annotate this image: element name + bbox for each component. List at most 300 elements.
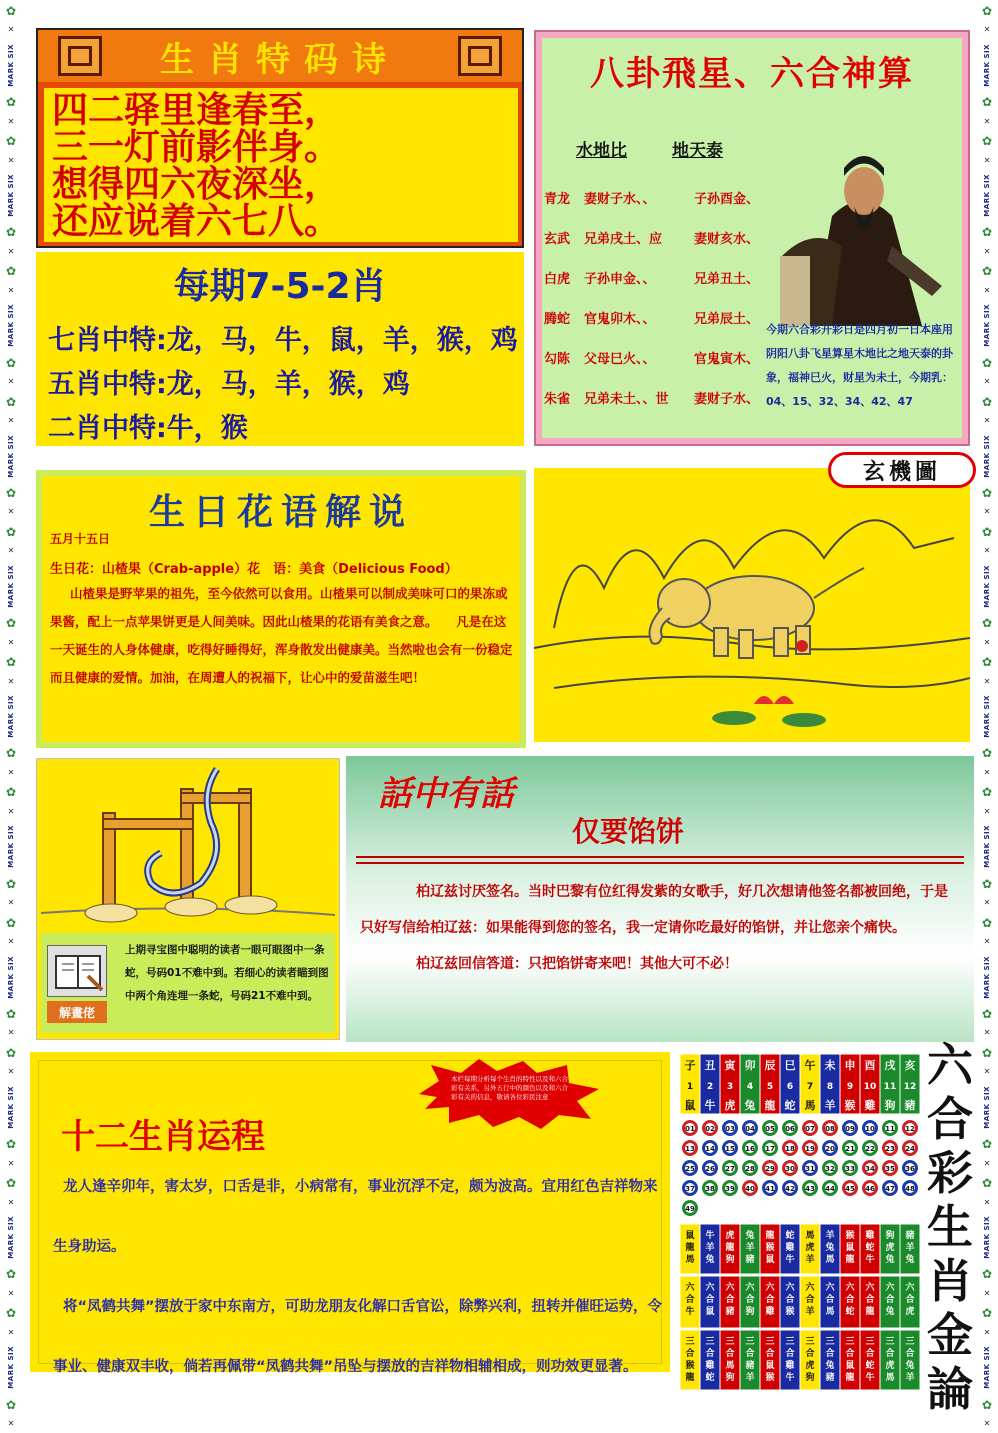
grid-animal: 虎 (724, 1099, 736, 1112)
fortune-paragraph: 将“凤鹤共舞”摆放于家中东南方，可助龙朋友化解口舌官讼，除弊兴利，扭转并催旺运势，令事业、健康双丰收，倘若再佩带“凤鹤共舞”吊坠与摆放的吉祥物相辅相成，则功效更显著。 (53, 1299, 663, 1375)
mark-six-label: MARK SIX (982, 434, 991, 478)
grid-animal: 狗 (884, 1099, 896, 1112)
number-ball-label: 09 (845, 1125, 855, 1133)
birthday-flower-panel (36, 470, 526, 748)
cross-icon: ✕ (7, 155, 15, 165)
grid-three-harmony: 龍 (845, 1373, 855, 1383)
grid-three-harmony: 蛇 (705, 1373, 715, 1383)
grid-three-harmony: 猴 (685, 1361, 695, 1371)
grid-branch: 酉 (864, 1059, 876, 1072)
grid-number: 10 (863, 1082, 877, 1092)
grid-animal: 蛇 (784, 1099, 796, 1112)
flower-icon: ✿ (981, 616, 993, 631)
grid-relation: 鼠 (685, 1231, 695, 1241)
bagua-row: 腾蛇 官鬼卯木、、 兄弟辰土、 (544, 312, 760, 327)
grid-three-harmony: 兔 (825, 1361, 835, 1371)
grid-branch: 午 (804, 1059, 816, 1072)
fortune-body (53, 1157, 663, 1397)
hexagram-right: 地天泰 (672, 141, 723, 161)
grid-six-harmony: 六 (805, 1283, 815, 1293)
cross-icon: ✕ (983, 1288, 991, 1298)
snake-puzzle-panel (36, 758, 340, 1040)
grid-three-harmony: 合 (785, 1349, 795, 1359)
grid-six-harmony: 六 (705, 1283, 715, 1293)
grid-relation: 兔 (905, 1255, 915, 1265)
book-icon (47, 945, 107, 997)
grid-six-harmony: 六 (825, 1283, 835, 1293)
grid-six-harmony: 六 (685, 1283, 695, 1293)
number-ball-label: 11 (885, 1125, 895, 1133)
picks-title: 每期7-5-2肖 (173, 266, 387, 307)
flower-icon: ✿ (981, 1176, 993, 1191)
grid-animal: 鼠 (684, 1099, 696, 1112)
cross-icon: ✕ (983, 546, 991, 556)
flower-icon: ✿ (5, 1176, 17, 1191)
number-ball-label: 27 (725, 1165, 735, 1173)
cross-icon: ✕ (7, 767, 15, 777)
number-ball-label: 35 (885, 1165, 895, 1173)
flower-description: 山楂果是野苹果的祖先，至今依然可以食用。山楂果可以制成美味可口的果冻或果酱，配上一点苹果饼更是人间美味。因此山楂果的花语有美食之意。 凡是在这一天诞生的人身体健康，吃得好睡得好，浑身散发出健康美。当然啦也会有一份稳定而且健康的爱情。加油，在周遭人的祝福下，让心中的爱苗滋生吧！ (50, 586, 513, 685)
number-ball-label: 16 (745, 1145, 755, 1153)
flower-icon: ✿ (981, 1397, 993, 1412)
mark-six-label: MARK SIX (982, 43, 991, 87)
grid-relation: 龍 (845, 1255, 855, 1265)
grid-relation: 虎 (885, 1243, 895, 1253)
number-ball-label: 49 (685, 1205, 695, 1213)
grid-relation: 雞 (785, 1243, 795, 1253)
cross-icon: ✕ (7, 1419, 15, 1429)
flower-icon: ✿ (5, 264, 17, 279)
grid-three-harmony: 合 (845, 1349, 855, 1359)
grid-three-harmony: 合 (805, 1349, 815, 1359)
zodiac-fortune-panel (30, 1052, 670, 1375)
grid-number: 5 (766, 1082, 774, 1092)
grid-relation: 牛 (865, 1255, 875, 1265)
grid-six-harmony: 合 (805, 1295, 815, 1305)
number-ball-label: 02 (705, 1125, 715, 1133)
grid-branch: 巳 (784, 1059, 796, 1072)
grid-relation: 牛 (785, 1255, 795, 1265)
flower-icon: ✿ (981, 394, 993, 409)
flower-date: 五月十五日 (50, 532, 111, 546)
mark-six-label: MARK SIX (982, 1346, 991, 1390)
grid-relation: 龍 (685, 1243, 695, 1253)
bagua-inner (542, 38, 962, 438)
flower-icon: ✿ (5, 485, 17, 500)
grid-six-harmony: 牛 (685, 1307, 695, 1317)
flower-icon: ✿ (981, 876, 993, 891)
grid-six-harmony: 龍 (865, 1307, 875, 1317)
right-decorative-strip (976, 0, 998, 1433)
flower-icon: ✿ (5, 1397, 17, 1412)
grid-animal: 豬 (904, 1099, 916, 1112)
grid-relation: 狗 (885, 1231, 895, 1241)
grid-relation: 龍 (765, 1231, 775, 1241)
bagua-row: 青龙 妻财子水、、 子孙酉金、 (544, 192, 760, 207)
grid-three-harmony: 三 (885, 1337, 895, 1347)
number-ball-label: 05 (765, 1125, 775, 1133)
grid-three-harmony: 牛 (785, 1373, 795, 1383)
number-ball-label: 44 (825, 1185, 835, 1193)
flower-icon: ✿ (981, 746, 993, 761)
grid-three-harmony: 三 (905, 1337, 915, 1347)
mark-six-label: MARK SIX (982, 1085, 991, 1129)
grid-number: 4 (746, 1082, 754, 1092)
hexagram-left: 水地比 (576, 141, 627, 161)
flower-inner (42, 476, 520, 742)
grid-three-harmony: 三 (705, 1337, 715, 1347)
flower-icon: ✿ (5, 1045, 17, 1060)
grid-six-harmony: 六 (845, 1283, 855, 1293)
cross-icon: ✕ (983, 937, 991, 947)
poem-header (38, 30, 522, 82)
number-ball-label: 28 (745, 1165, 755, 1173)
flower-icon: ✿ (5, 655, 17, 670)
grid-relation: 兔 (705, 1255, 715, 1265)
number-ball-label: 41 (765, 1185, 775, 1193)
bagua-row: 白虎 子孙申金、、 兄弟丑土、 (544, 272, 760, 287)
grid-number: 6 (786, 1082, 794, 1092)
grid-three-harmony: 三 (865, 1337, 875, 1347)
cross-icon: ✕ (7, 116, 15, 126)
flower-icon: ✿ (981, 264, 993, 279)
grid-six-harmony: 合 (825, 1295, 835, 1305)
cross-icon: ✕ (983, 1419, 991, 1429)
grid-number: 1 (686, 1082, 694, 1092)
cross-icon: ✕ (983, 1197, 991, 1207)
grid-animal: 雞 (864, 1099, 876, 1112)
flower-title: 生日花语解说 (148, 491, 413, 533)
bagua-row: 勾陈 父母巳火、、 官鬼寅木、 (544, 352, 760, 367)
grid-three-harmony: 合 (865, 1349, 875, 1359)
cross-icon: ✕ (7, 806, 15, 816)
grid-relation: 羊 (905, 1243, 915, 1253)
grid-relation: 蛇 (785, 1231, 795, 1241)
zodiac-number-grid (680, 1054, 920, 1394)
cross-icon: ✕ (7, 898, 15, 908)
mark-six-label: MARK SIX (6, 43, 15, 87)
cross-icon: ✕ (7, 1158, 15, 1168)
zodiac-picks-panel (36, 252, 524, 446)
flower-icon: ✿ (5, 524, 17, 539)
number-ball-label: 07 (805, 1125, 815, 1133)
cross-icon: ✕ (7, 1288, 15, 1298)
number-ball-label: 32 (825, 1165, 835, 1173)
grid-three-harmony: 豬 (745, 1361, 755, 1371)
snake-note-box (41, 933, 335, 1033)
mark-six-label: MARK SIX (982, 1216, 991, 1259)
cross-icon: ✕ (983, 285, 991, 295)
grid-relation: 狗 (725, 1255, 735, 1265)
number-ball-label: 22 (865, 1145, 875, 1153)
fortune-title: 十二生肖运程 (61, 1117, 265, 1157)
pick-line-five: 五肖中特:龙，马，羊，猴，鸡 (48, 369, 410, 400)
grid-three-harmony: 合 (685, 1349, 695, 1359)
number-ball-label: 17 (765, 1145, 775, 1153)
grid-six-harmony: 合 (885, 1295, 895, 1305)
grid-six-harmony: 狗 (745, 1307, 755, 1317)
number-ball-label: 43 (805, 1185, 815, 1193)
grid-six-harmony: 馬 (825, 1307, 835, 1317)
grid-number: 12 (903, 1082, 917, 1092)
grid-title: 六合彩生肖金論 (927, 1038, 973, 1416)
flower-icon: ✿ (981, 915, 993, 930)
grid-branch: 丑 (704, 1059, 716, 1072)
grid-six-harmony: 合 (685, 1295, 695, 1305)
grid-three-harmony: 虎 (805, 1361, 815, 1371)
mark-six-label: MARK SIX (6, 434, 15, 478)
flower-icon: ✿ (5, 876, 17, 891)
grid-three-harmony: 三 (745, 1337, 755, 1347)
poem-body (44, 88, 518, 242)
mark-six-label: MARK SIX (982, 695, 991, 738)
grid-six-harmony: 合 (905, 1295, 915, 1305)
flower-icon: ✿ (981, 485, 993, 500)
grid-three-harmony: 兔 (905, 1361, 915, 1371)
number-ball-label: 21 (845, 1145, 855, 1153)
number-ball-label: 40 (745, 1185, 755, 1193)
snake-note-text: 上期寻宝图中聪明的读者一眼可眼图中一条蛇，号码01不难中到。若细心的读者瞄到图中两个角连埋一条蛇，号码21不难中到。 (125, 944, 329, 1002)
grid-relation: 馬 (825, 1255, 835, 1265)
grid-three-harmony: 三 (725, 1337, 735, 1347)
grid-six-harmony: 合 (725, 1295, 735, 1305)
cross-icon: ✕ (7, 1327, 15, 1337)
number-ball-label: 24 (905, 1145, 915, 1153)
cross-icon: ✕ (7, 507, 15, 517)
mark-six-label: MARK SIX (6, 1216, 15, 1259)
grid-six-harmony: 合 (765, 1295, 775, 1305)
grid-relation: 虎 (725, 1231, 735, 1241)
grid-animal: 羊 (824, 1099, 836, 1112)
poem-line: 想得四六夜深坐， (52, 163, 341, 205)
grid-six-harmony: 六 (865, 1283, 875, 1293)
grid-six-harmony: 六 (905, 1283, 915, 1293)
divider (356, 856, 964, 858)
grid-three-harmony: 合 (885, 1349, 895, 1359)
grid-relation: 兔 (825, 1243, 835, 1253)
grid-three-harmony: 猴 (765, 1373, 775, 1383)
flower-icon: ✿ (981, 1137, 993, 1152)
frame-icon (458, 36, 502, 76)
grid-three-harmony: 虎 (885, 1361, 895, 1371)
number-ball-label: 26 (705, 1165, 715, 1173)
grid-six-harmony: 羊 (805, 1307, 815, 1317)
grid-six-harmony: 六 (765, 1283, 775, 1293)
grid-six-harmony: 六 (725, 1283, 735, 1293)
cross-icon: ✕ (7, 377, 15, 387)
flower-icon: ✿ (981, 355, 993, 370)
left-decorative-strip (0, 0, 22, 1433)
grid-three-harmony: 牛 (865, 1373, 875, 1383)
fortune-star-text: 本栏每期分析每个生肖的特性以及和六合彩有关系，另外五行中的颜色以及和六合彩有关的信息，敬请各位彩民注意 (451, 1075, 568, 1101)
grid-six-harmony: 兔 (885, 1307, 895, 1317)
grid-number: 3 (726, 1082, 734, 1092)
number-ball-label: 18 (785, 1145, 795, 1153)
grid-three-harmony: 三 (785, 1337, 795, 1347)
poem-line: 四二驿里逢春至， (52, 89, 341, 131)
mark-six-label: MARK SIX (982, 304, 991, 347)
bagua-rows (544, 188, 764, 428)
flower-icon: ✿ (5, 3, 17, 18)
grid-relation: 馬 (685, 1255, 695, 1265)
pick-line-seven: 七肖中特:龙，马，牛，鼠，羊，猴，鸡 (48, 325, 518, 356)
grid-relation: 牛 (705, 1231, 715, 1241)
grid-number: 2 (706, 1082, 714, 1092)
cross-icon: ✕ (983, 1028, 991, 1038)
fortune-starburst (419, 1059, 599, 1129)
number-ball-label: 03 (725, 1125, 735, 1133)
poem-panel (36, 28, 524, 248)
grid-number: 11 (883, 1082, 897, 1092)
number-ball-label: 15 (725, 1145, 735, 1153)
story-paragraph: 柏辽兹讨厌签名。当时巴黎有位红得发紫的女歌手，好几次想请他签名都被回绝，于是只好写信给柏辽兹：如果能得到您的签名，我一定请你吃最好的馅饼，并让您亲个痛快。 (360, 884, 948, 936)
story-kicker: 話中有話 (378, 774, 514, 814)
cross-icon: ✕ (983, 246, 991, 256)
flower-icon: ✿ (5, 225, 17, 240)
flower-icon: ✿ (981, 1006, 993, 1021)
grid-relation: 鼠 (765, 1255, 775, 1265)
grid-branch: 戌 (884, 1059, 896, 1072)
flower-icon: ✿ (981, 524, 993, 539)
bagua-row: 朱雀 兄弟未土、、世 妻财子水、 (544, 392, 760, 407)
number-ball-label: 45 (845, 1185, 855, 1193)
grid-relation: 鼠 (845, 1243, 855, 1253)
mark-six-label: MARK SIX (6, 304, 15, 347)
grid-six-harmony: 合 (785, 1295, 795, 1305)
cross-icon: ✕ (7, 1028, 15, 1038)
cross-icon: ✕ (983, 377, 991, 387)
number-ball-label: 37 (685, 1185, 695, 1193)
cross-icon: ✕ (983, 155, 991, 165)
cross-icon: ✕ (983, 806, 991, 816)
cross-icon: ✕ (983, 416, 991, 426)
number-ball-label: 10 (865, 1125, 875, 1133)
number-ball-label: 33 (845, 1165, 855, 1173)
grid-relation: 羊 (825, 1231, 835, 1241)
grid-three-harmony: 豬 (825, 1373, 835, 1383)
grid-three-harmony: 合 (825, 1349, 835, 1359)
cross-icon: ✕ (983, 116, 991, 126)
number-ball-label: 29 (765, 1165, 775, 1173)
number-ball-label: 42 (785, 1185, 795, 1193)
elephant-illustration (534, 468, 970, 742)
grid-three-harmony: 三 (845, 1337, 855, 1347)
grid-six-harmony: 合 (705, 1295, 715, 1305)
grid-relation: 龍 (725, 1243, 735, 1253)
bagua-title: 八卦飛星、六合神算 (590, 54, 914, 94)
cross-icon: ✕ (983, 1327, 991, 1337)
story-title: 仅要馅饼 (572, 815, 685, 848)
frame-icon (58, 36, 102, 76)
number-ball-label: 38 (705, 1185, 715, 1193)
flower-icon: ✿ (5, 915, 17, 930)
number-ball-label: 08 (825, 1125, 835, 1133)
mark-six-label: MARK SIX (6, 695, 15, 738)
number-ball-label: 39 (725, 1185, 735, 1193)
grid-three-harmony: 三 (825, 1337, 835, 1347)
number-ball-label: 06 (785, 1125, 795, 1133)
grid-number: 9 (846, 1082, 854, 1092)
flower-icon: ✿ (5, 1006, 17, 1021)
cross-icon: ✕ (983, 25, 991, 35)
grid-animal: 猴 (844, 1099, 856, 1112)
grid-relation: 兔 (885, 1255, 895, 1265)
grid-number: 8 (826, 1082, 834, 1092)
grid-six-harmony: 合 (745, 1295, 755, 1305)
number-ball-label: 01 (685, 1125, 695, 1133)
grid-relation: 猴 (765, 1243, 775, 1253)
poem-title: 生肖特码诗 (160, 39, 400, 80)
mark-six-label: MARK SIX (982, 564, 991, 608)
grid-branch: 辰 (764, 1059, 776, 1072)
bagua-row: 玄武 兄弟戌土、应 妻财亥水、 (544, 232, 760, 247)
mark-six-label: MARK SIX (6, 1346, 15, 1390)
number-ball-label: 36 (905, 1165, 915, 1173)
grid-three-harmony: 狗 (805, 1373, 815, 1383)
number-ball-label: 25 (685, 1165, 695, 1173)
grid-three-harmony: 雞 (705, 1361, 715, 1371)
poem-line: 还应说着六七八。 (52, 200, 341, 242)
flower-icon: ✿ (981, 1045, 993, 1060)
grid-animal: 兔 (744, 1099, 756, 1112)
decoder-label: 解畫佬 (47, 1001, 107, 1023)
grid-three-harmony: 鼠 (765, 1361, 775, 1371)
grid-relation: 羊 (705, 1243, 715, 1253)
flower-name: 生日花：山楂果（Crab-apple）花 语：美食（Delicious Food） (50, 562, 458, 577)
sage-illustration (772, 136, 952, 326)
grid-six-harmony: 蛇 (845, 1307, 855, 1317)
flower-icon: ✿ (5, 785, 17, 800)
grid-six-harmony: 虎 (905, 1307, 915, 1317)
grid-animal: 馬 (804, 1099, 816, 1112)
cross-icon: ✕ (7, 676, 15, 686)
grid-three-harmony: 三 (805, 1337, 815, 1347)
flower-icon: ✿ (981, 94, 993, 109)
grid-relation: 豬 (745, 1255, 755, 1265)
grid-three-harmony: 鼠 (845, 1361, 855, 1371)
flower-icon: ✿ (981, 655, 993, 670)
cross-icon: ✕ (7, 937, 15, 947)
grid-six-harmony: 六 (885, 1283, 895, 1293)
grid-three-harmony: 馬 (885, 1373, 895, 1383)
flower-icon: ✿ (5, 1306, 17, 1321)
grid-branch: 申 (844, 1059, 856, 1072)
flower-icon: ✿ (5, 134, 17, 149)
cross-icon: ✕ (983, 767, 991, 777)
mark-six-label: MARK SIX (982, 174, 991, 217)
story-paragraph: 柏辽兹回信答道：只把馅饼寄来吧！其他大可不必！ (416, 956, 738, 972)
grid-three-harmony: 羊 (745, 1373, 755, 1383)
flower-icon: ✿ (5, 1267, 17, 1282)
grid-relation: 蛇 (865, 1243, 875, 1253)
cross-icon: ✕ (983, 676, 991, 686)
grid-six-harmony: 豬 (725, 1307, 735, 1317)
flower-icon: ✿ (5, 616, 17, 631)
grid-three-harmony: 合 (745, 1349, 755, 1359)
cross-icon: ✕ (983, 637, 991, 647)
grid-three-harmony: 三 (765, 1337, 775, 1347)
number-ball-label: 04 (745, 1125, 755, 1133)
flower-icon: ✿ (981, 3, 993, 18)
number-ball-label: 20 (825, 1145, 835, 1153)
number-ball-label: 19 (805, 1145, 815, 1153)
grid-animal: 牛 (704, 1099, 716, 1112)
mark-six-label: MARK SIX (6, 1085, 15, 1129)
mark-six-label: MARK SIX (982, 955, 991, 999)
grid-three-harmony: 合 (905, 1349, 915, 1359)
cross-icon: ✕ (983, 898, 991, 908)
flower-icon: ✿ (5, 355, 17, 370)
